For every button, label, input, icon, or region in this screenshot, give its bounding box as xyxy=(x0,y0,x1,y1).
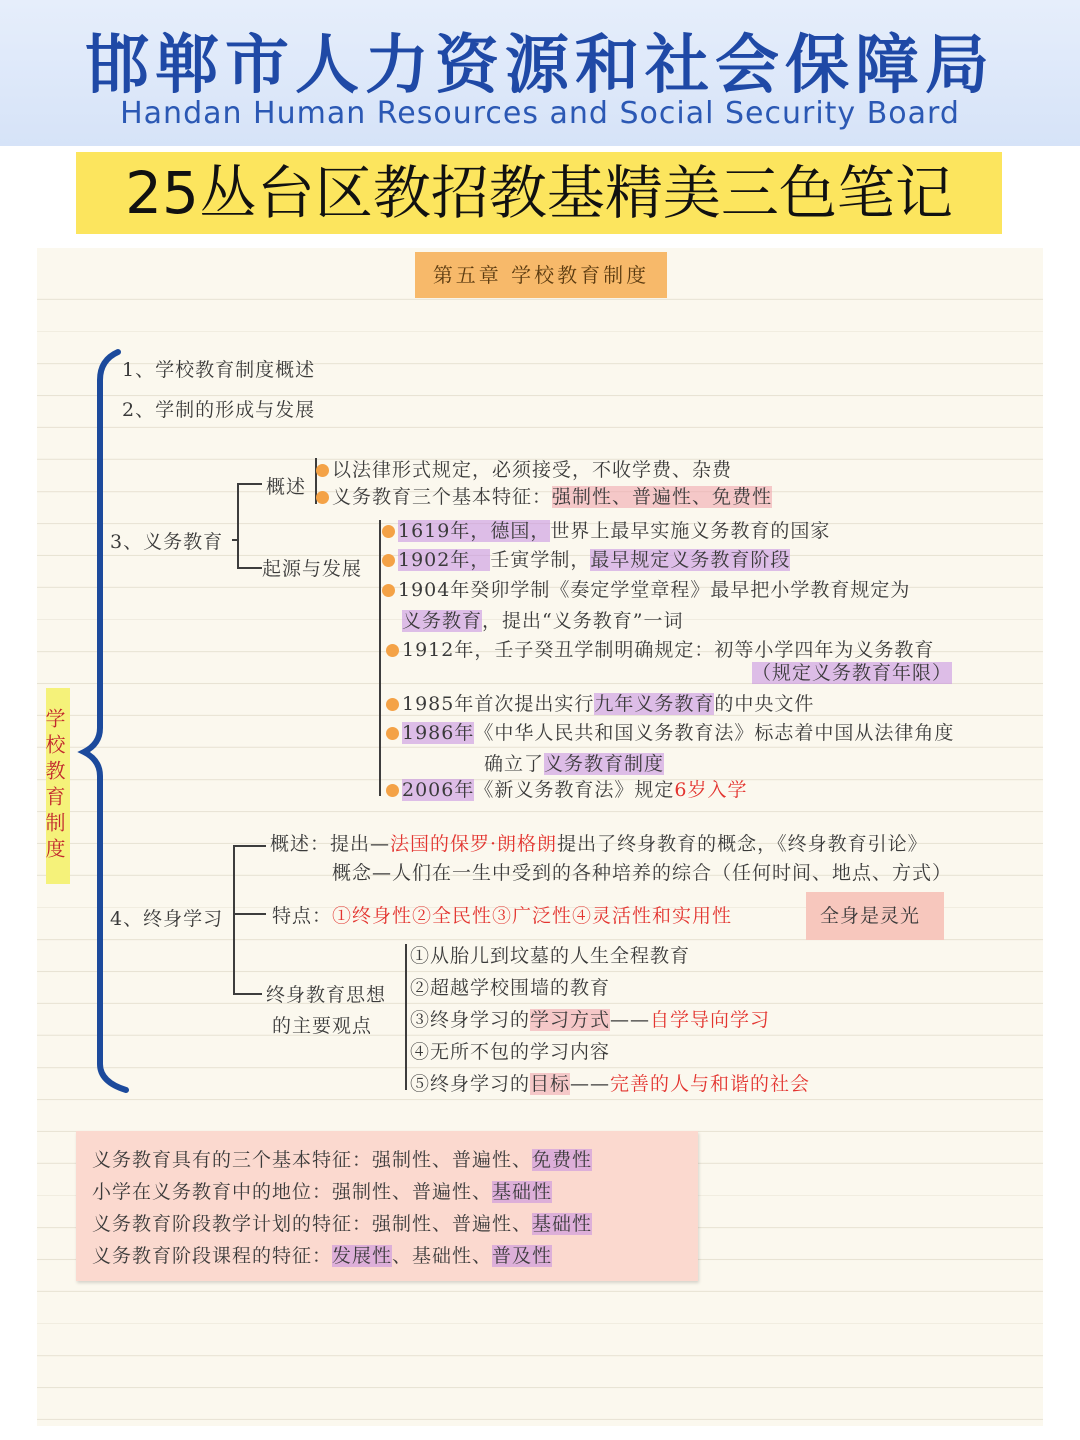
origin-label: 起源与发展 xyxy=(262,558,363,580)
bullet-dot xyxy=(316,491,329,504)
origin-line-1: 1619年，德国，世界上最早实施义务教育的国家 xyxy=(382,518,830,544)
overview-label: 概述 xyxy=(266,476,307,498)
origin-line-2: 1902年，壬寅学制，最早规定义务教育阶段 xyxy=(382,547,790,573)
thought-item-3: ③终身学习的学习方式——自学导向学习 xyxy=(410,1009,771,1031)
thought-item-1: ①从胎儿到坟墓的人生全程教育 xyxy=(410,945,691,967)
summary-row-3: 义务教育阶段教学计划的特征：强制性、普遍性、基础性 xyxy=(92,1213,593,1235)
origin-line-9: 确立了义务教育制度 xyxy=(484,753,665,775)
banner-title-cn: 邯郸市人力资源和社会保障局 xyxy=(85,28,995,103)
side-label: 学校教育制度 xyxy=(46,688,70,884)
bullet-dot xyxy=(382,584,395,597)
summary-box xyxy=(76,1131,698,1281)
thought-item-4: ④无所不包的学习内容 xyxy=(410,1041,611,1063)
lifelong-features: 特点：①终身性②全民性③广泛性④灵活性和实用性 xyxy=(272,905,733,927)
thought-item-2: ②超越学校围墙的教育 xyxy=(410,977,611,999)
summary-row-2: 小学在义务教育中的地位：强制性、普遍性、基础性 xyxy=(92,1181,553,1203)
origin-line-7: 1985年首次提出实行九年义务教育的中央文件 xyxy=(386,691,814,717)
bullet-dot xyxy=(386,698,399,711)
bullet-dot xyxy=(316,464,329,477)
mnemonic-text: 全身是灵光 xyxy=(820,905,921,927)
origin-line-10: 2006年《新义务教育法》规定6岁入学 xyxy=(386,777,747,803)
bullet-dot xyxy=(386,784,399,797)
bullet-dot xyxy=(382,525,395,538)
section-2-heading: 2、学制的形成与发展 xyxy=(122,399,316,421)
thought-item-5: ⑤终身学习的目标——完善的人与和谐的社会 xyxy=(410,1073,811,1095)
bullet-dot xyxy=(386,727,399,740)
origin-line-5: 1912年，壬子癸丑学制明确规定：初等小学四年为义务教育 xyxy=(386,637,934,663)
bullet-dot xyxy=(386,644,399,657)
thought-label-2: 的主要观点 xyxy=(272,1015,373,1037)
section-1-heading: 1、学校教育制度概述 xyxy=(122,359,316,381)
origin-line-4: 义务教育，提出“义务教育”一词 xyxy=(402,610,684,632)
summary-row-4: 义务教育阶段课程的特征：发展性、基础性、普及性 xyxy=(92,1245,553,1267)
overview-line-2: 义务教育三个基本特征：强制性、普遍性、免费性 xyxy=(316,484,772,510)
banner-title-en: Handan Human Resources and Social Security Board xyxy=(120,96,960,131)
section-4-heading: 4、终身学习 xyxy=(110,908,224,930)
origin-line-3: 1904年癸卯学制《奏定学堂章程》最早把小学教育规定为 xyxy=(382,577,910,603)
chapter-heading: 第五章 学校教育制度 xyxy=(415,252,667,298)
thought-label-1: 终身教育思想 xyxy=(266,984,387,1006)
origin-line-6: （规定义务教育年限） xyxy=(752,662,953,684)
bullet-dot xyxy=(382,554,395,567)
summary-row-1: 义务教育具有的三个基本特征：强制性、普遍性、免费性 xyxy=(92,1149,593,1171)
section-3-heading: 3、义务教育 xyxy=(110,531,224,553)
origin-line-8: 1986年《中华人民共和国义务教育法》标志着中国从法律角度 xyxy=(386,720,954,746)
lifelong-overview-line-2: 概念—人们在一生中受到的各种培养的综合（任何时间、地点、方式） xyxy=(332,862,953,884)
overview-line-1: 以法律形式规定，必须接受，不收学费、杂费 xyxy=(316,457,732,483)
page-title: 25丛台区教招教基精美三色笔记 xyxy=(76,152,1002,234)
lifelong-overview-line-1: 概述：提出—法国的保罗·朗格朗提出了终身教育的概念，《终身教育引论》 xyxy=(270,833,928,855)
